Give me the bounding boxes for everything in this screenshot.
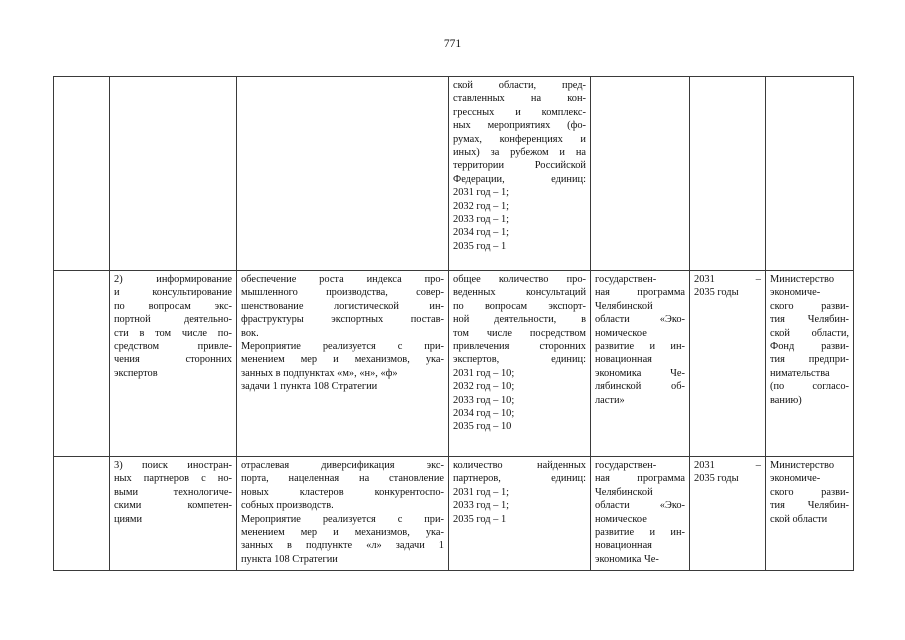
cell-program (591, 77, 690, 271)
cell-measure (110, 271, 237, 457)
text-line: общее количество про- (453, 274, 586, 285)
text-line: Челябинской (595, 486, 653, 498)
text-line: и консультирование (114, 287, 232, 299)
text-line: менением мер и механизмов, ука- (241, 527, 444, 539)
cell-measure (110, 77, 237, 271)
text-line: (по согласо- (770, 381, 849, 393)
text-line: тия предпри- (770, 354, 849, 366)
text-line: экономиче- (770, 473, 821, 485)
text-line: лябинской об- (595, 381, 685, 393)
cell-number (54, 77, 110, 271)
text-line: развитие и ин- (595, 527, 685, 539)
text-line: фраструктуры экспортных постав- (241, 314, 444, 326)
cell-responsible (766, 271, 854, 457)
cell-period (690, 271, 766, 457)
table-row (54, 457, 854, 571)
text-line: 2031 год – 1; (453, 486, 510, 498)
measures-table (53, 76, 854, 571)
text-line: ная программа (595, 287, 685, 299)
text-line: сти в том числе по- (114, 327, 232, 339)
text-line: ласти» (595, 394, 625, 406)
cell-indicator (449, 457, 591, 571)
page-number: 771 (443, 38, 462, 50)
text-line: веденных консультаций (453, 287, 586, 299)
text-line: выми технологиче- (114, 486, 232, 498)
text-line: мышленного производства, совер- (241, 287, 444, 299)
text-line: экономика Че- (595, 553, 659, 565)
text-line: 2034 год – 1; (453, 227, 510, 239)
cell-number (54, 457, 110, 571)
text-line: ных партнеров с но- (114, 473, 232, 485)
text-line: Министерство (770, 460, 835, 471)
text-line: новационная (595, 540, 652, 552)
text-line: ной деятельности, в (453, 314, 586, 326)
cell-responsible (766, 457, 854, 571)
text-line: шенствование логистической ин- (241, 300, 444, 312)
table-body (54, 77, 854, 571)
text-line: 2032 год – 10; (453, 381, 515, 393)
text-line: номическое (595, 327, 647, 339)
text-line: Министерство (770, 274, 835, 285)
text-line: Федерации, единиц: (453, 173, 586, 185)
text-line: циями (114, 513, 143, 525)
text-line: ской области, (770, 327, 849, 339)
text-line: нимательства (770, 367, 830, 379)
text-line: новых кластеров конкурентоспо- (241, 486, 444, 498)
cell-description (237, 457, 449, 571)
text-line: средством привле- (114, 341, 232, 353)
text-line: партнеров, единиц: (453, 473, 586, 485)
cell-period (690, 457, 766, 571)
cell-description (237, 77, 449, 271)
text-line: румах, конференциях и (453, 133, 586, 145)
text-line: задачи 1 пункта 108 Стратегии (241, 381, 378, 393)
text-line: ванию) (770, 394, 802, 406)
text-line: ных мероприятиях (фо- (453, 120, 586, 132)
text-line: номическое (595, 513, 647, 525)
text-line: 2031 год – 10; (453, 367, 515, 379)
text-line: 2031 – (694, 460, 761, 471)
text-line: менением мер и механизмов, ука- (241, 354, 444, 366)
cell-indicator (449, 77, 591, 271)
text-line: ского разви- (770, 486, 849, 498)
text-line: грессных и комплекс- (453, 106, 586, 118)
cell-number (54, 271, 110, 457)
text-line: отраслевая диверсификация экс- (241, 460, 444, 471)
text-line: 2033 год – 10; (453, 394, 515, 406)
text-line: пункта 108 Стратегии (241, 553, 338, 565)
text-line: тия Челябин- (770, 500, 849, 512)
text-line: 2034 год – 10; (453, 408, 515, 420)
text-line: чения сторонних (114, 354, 232, 366)
text-line: 2) информирование (114, 274, 232, 285)
text-line: 2031 год – 1; (453, 187, 510, 199)
text-line: 3) поиск иностран- (114, 460, 232, 471)
text-line: новационная (595, 354, 652, 366)
text-line: экспертов (114, 367, 158, 379)
text-line: ставленных на кон- (453, 93, 586, 105)
table-row (54, 77, 854, 271)
cell-indicator (449, 271, 591, 457)
cell-description (237, 271, 449, 457)
text-line: по вопросам экспорт- (453, 300, 586, 312)
cell-responsible (766, 77, 854, 271)
text-line: 2032 год – 1; (453, 200, 510, 212)
text-line: количество найденных (453, 460, 586, 471)
text-line: вок. (241, 327, 259, 339)
table-row (54, 271, 854, 457)
text-line: тия Челябин- (770, 314, 849, 326)
cell-period (690, 77, 766, 271)
text-line: 2035 годы (694, 287, 739, 299)
text-line: территории Российской (453, 160, 586, 172)
text-line: 2033 год – 1; (453, 214, 510, 226)
text-line: по вопросам экс- (114, 300, 232, 312)
cell-program (591, 457, 690, 571)
text-line: экономика Че- (595, 367, 685, 379)
text-line: развитие и ин- (595, 341, 685, 353)
text-line: экспертов, единиц: (453, 354, 586, 366)
text-line: том числе посредством (453, 327, 586, 339)
text-line: порта, нацеленная на становление (241, 473, 444, 485)
text-line: портной деятельно- (114, 314, 232, 326)
text-line: Челябинской (595, 300, 653, 312)
text-line: 2035 год – 1 (453, 513, 507, 525)
text-line: собных производств. (241, 500, 334, 512)
text-line: 2033 год – 1; (453, 500, 510, 512)
text-line: 2035 год – 10 (453, 421, 512, 433)
text-line: экономиче- (770, 287, 821, 299)
text-line: Мероприятие реализуется с при- (241, 513, 444, 525)
text-line: государствен- (595, 460, 657, 471)
text-line: занных в подпунктах «м», «н», «ф» (241, 367, 398, 379)
text-line: занных в подпункте «л» задачи 1 (241, 540, 444, 552)
text-line: 2035 год – 1 (453, 240, 507, 252)
cell-measure (110, 457, 237, 571)
text-line: обеспечение роста индекса про- (241, 274, 444, 285)
text-line: Мероприятие реализуется с при- (241, 341, 444, 353)
text-line: 2035 годы (694, 473, 739, 485)
text-line: скими компетен- (114, 500, 232, 512)
text-line: 2031 – (694, 274, 761, 285)
text-line: ского разви- (770, 300, 849, 312)
text-line: ная программа (595, 473, 685, 485)
text-line: ской области (770, 513, 828, 525)
text-line: привлечения сторонних (453, 341, 586, 353)
text-line: области «Эко- (595, 500, 685, 512)
text-line: иных) за рубежом и на (453, 147, 586, 159)
text-line: Фонд разви- (770, 341, 849, 353)
text-line: государствен- (595, 274, 657, 285)
text-line: ской области, пред- (453, 80, 586, 91)
text-line: области «Эко- (595, 314, 685, 326)
cell-program (591, 271, 690, 457)
